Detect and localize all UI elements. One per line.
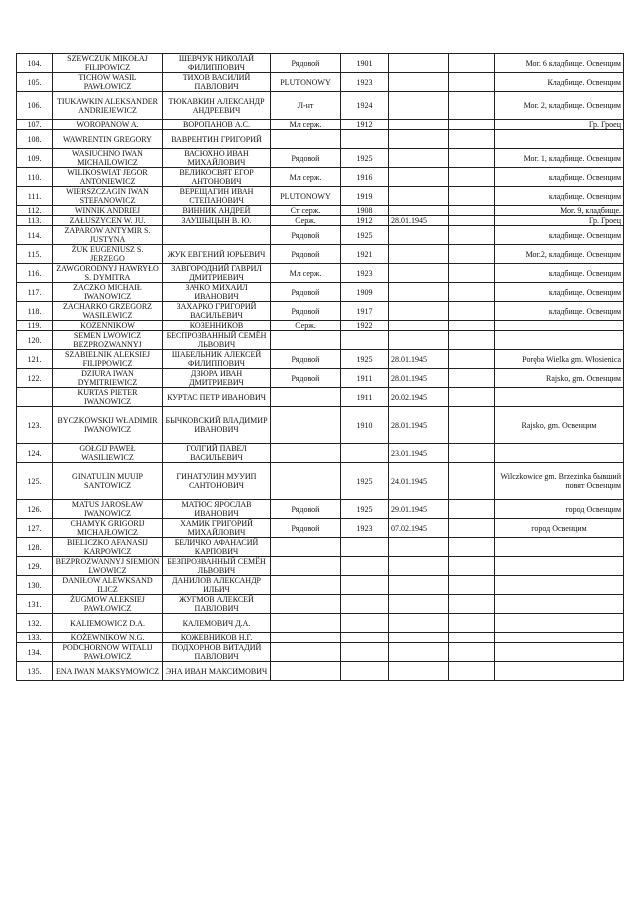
birth-year: 1922 bbox=[341, 321, 389, 331]
cyrillic-name: БЕСПРОЗВАННЫЙ СЕМЁН ЛЬВОВИЧ bbox=[163, 331, 271, 350]
latin-name: BYCZKOWSKIJ WŁADIMIR IWANOWICZ bbox=[53, 407, 163, 444]
birth-year bbox=[341, 444, 389, 463]
roster-body bbox=[17, 54, 624, 681]
table-row bbox=[17, 331, 624, 350]
latin-name: DZIURA IWAN DYMITRIEWICZ bbox=[53, 369, 163, 388]
death-date bbox=[389, 662, 449, 681]
rank: PLUTONOWY bbox=[271, 187, 341, 206]
table-row bbox=[17, 595, 624, 614]
death-date bbox=[389, 614, 449, 633]
rank bbox=[271, 662, 341, 681]
empty-cell bbox=[449, 444, 495, 463]
table-row bbox=[17, 350, 624, 369]
cyrillic-name: ЗАХАРКО ГРИГОРИЙ ВАСИЛЬЕВИЧ bbox=[163, 302, 271, 321]
birth-year: 1923 bbox=[341, 519, 389, 538]
cyrillic-name: ВОРОПАНОВ А.С. bbox=[163, 120, 271, 130]
empty-cell bbox=[449, 662, 495, 681]
death-date bbox=[389, 92, 449, 120]
birth-year: 1925 bbox=[341, 463, 389, 500]
cyrillic-name: ЗАЧКО МИХАИЛ ИВАНОВИЧ bbox=[163, 283, 271, 302]
latin-name: ŻUK EUGENIUSZ S. JERZEGO bbox=[53, 245, 163, 264]
latin-name: TIUKAWKIN ALEKSANDER ANDRIEJEWICZ bbox=[53, 92, 163, 120]
birth-year: 1912 bbox=[341, 120, 389, 130]
burial-place: город Освенцим bbox=[495, 519, 624, 538]
latin-name: GOŁGIJ PAWEŁ WASILIEWICZ bbox=[53, 444, 163, 463]
cyrillic-name: ДАНИЛОВ АЛЕКСАНДР ИЛЬИЧ bbox=[163, 576, 271, 595]
burial-place: город Освенцим bbox=[495, 500, 624, 519]
table-row bbox=[17, 120, 624, 130]
birth-year bbox=[341, 633, 389, 643]
cyrillic-name: ЗАВГОРОДНИЙ ГАВРИЛ ДМИТРИЕВИЧ bbox=[163, 264, 271, 283]
burial-place bbox=[495, 595, 624, 614]
burial-place: кладбище. Освенцим bbox=[495, 226, 624, 245]
burial-place: Wilczkowice gm. Brzezinka бывший повят Освенцим bbox=[495, 463, 624, 500]
empty-cell bbox=[449, 226, 495, 245]
empty-cell bbox=[449, 331, 495, 350]
death-date bbox=[389, 331, 449, 350]
cyrillic-name: ТЮКАВКИН АЛЕКСАНДР АНДРЕЕВИЧ bbox=[163, 92, 271, 120]
cyrillic-name: ПОДХОРНОВ ВИТАДИЙ ПАВЛОВИЧ bbox=[163, 643, 271, 662]
rank: Серж. bbox=[271, 321, 341, 331]
cyrillic-name: ВАСЮХНО ИВАН МИХАЙЛОВИЧ bbox=[163, 149, 271, 168]
birth-year: 1925 bbox=[341, 149, 389, 168]
death-date bbox=[389, 245, 449, 264]
latin-name: ŻUGMOW ALEKSIEJ PAWŁOWICZ bbox=[53, 595, 163, 614]
birth-year: 1912 bbox=[341, 216, 389, 226]
rank bbox=[271, 633, 341, 643]
cyrillic-name: ВИННИК АНДРЕЙ bbox=[163, 206, 271, 216]
birth-year: 1910 bbox=[341, 407, 389, 444]
table-row bbox=[17, 283, 624, 302]
row-number bbox=[17, 388, 53, 407]
row-number: 114. bbox=[17, 226, 53, 245]
latin-name: ZACZKO MICHAIŁ IWANOWICZ bbox=[53, 283, 163, 302]
table-row bbox=[17, 463, 624, 500]
death-date: 20.02.1945 bbox=[389, 388, 449, 407]
row-number: 106. bbox=[17, 92, 53, 120]
cyrillic-name: КАЛЕМОВИЧ Д.А. bbox=[163, 614, 271, 633]
table-row bbox=[17, 73, 624, 92]
cyrillic-name: БЕЛИЧКО АФАНАСИЙ КАРПОВИЧ bbox=[163, 538, 271, 557]
rank bbox=[271, 576, 341, 595]
empty-cell bbox=[449, 120, 495, 130]
latin-name: SEMEN LWOWICZ BEZPROZWANNYJ bbox=[53, 331, 163, 350]
row-number: 125. bbox=[17, 463, 53, 500]
row-number: 108. bbox=[17, 130, 53, 149]
cyrillic-name: КУРТАС ПЕТР ИВАНОВИЧ bbox=[163, 388, 271, 407]
table-row bbox=[17, 519, 624, 538]
latin-name: SZEWCZUK MIKOŁAJ FILIPOWICZ bbox=[53, 54, 163, 73]
latin-name: BIELICZKO AFANASIJ KARPOWICZ bbox=[53, 538, 163, 557]
cyrillic-name: КОЖЕВНИКОВ Н.Г. bbox=[163, 633, 271, 643]
row-number: 127. bbox=[17, 519, 53, 538]
rank: Л-нт bbox=[271, 92, 341, 120]
birth-year: 1916 bbox=[341, 168, 389, 187]
rank: Рядовой bbox=[271, 283, 341, 302]
latin-name: WINNIK ANDRIEJ bbox=[53, 206, 163, 216]
death-date: 24.01.1945 bbox=[389, 463, 449, 500]
table-row bbox=[17, 245, 624, 264]
rank bbox=[271, 557, 341, 576]
burial-place: Гр. Гроец bbox=[495, 120, 624, 130]
latin-name: ZAPAROW ANTYMIR S. JUSTYNA bbox=[53, 226, 163, 245]
birth-year: 1924 bbox=[341, 92, 389, 120]
empty-cell bbox=[449, 463, 495, 500]
death-date bbox=[389, 130, 449, 149]
row-number: 112. bbox=[17, 206, 53, 216]
latin-name: WOROPANOW A. bbox=[53, 120, 163, 130]
rank bbox=[271, 331, 341, 350]
rank: Серж. bbox=[271, 216, 341, 226]
burial-place bbox=[495, 557, 624, 576]
birth-year bbox=[341, 538, 389, 557]
death-date bbox=[389, 538, 449, 557]
table-row bbox=[17, 168, 624, 187]
cyrillic-name: ХАМИК ГРИГОРИЙ МИХАЙЛОВИЧ bbox=[163, 519, 271, 538]
latin-name: WIERSZCZAGIN IWAN STEFANOWICZ bbox=[53, 187, 163, 206]
rank: Рядовой bbox=[271, 350, 341, 369]
empty-cell bbox=[449, 614, 495, 633]
rank bbox=[271, 388, 341, 407]
latin-name: ZAWGORODNYJ HAWRYŁO S. DYMITRA bbox=[53, 264, 163, 283]
cyrillic-name: ГИНАТУЛИН МУУИП САНТОНОВИЧ bbox=[163, 463, 271, 500]
latin-name: DANIŁOW ALEWKSAND ILICZ bbox=[53, 576, 163, 595]
rank: Мл серж. bbox=[271, 264, 341, 283]
death-date: 28.01.1945 bbox=[389, 369, 449, 388]
empty-cell bbox=[449, 302, 495, 321]
cyrillic-name: БЕЗПРОЗВАННЫЙ СЕМЁН ЛЬВОВИЧ bbox=[163, 557, 271, 576]
burial-place: Мог. 2, кладбище. Освенцим bbox=[495, 92, 624, 120]
rank bbox=[271, 595, 341, 614]
latin-name: WILIKOSWIAT JEGOR ANTONIEWICZ bbox=[53, 168, 163, 187]
table-row bbox=[17, 388, 624, 407]
empty-cell bbox=[449, 73, 495, 92]
latin-name: ZACHARKO GRZEGORZ WASILEWICZ bbox=[53, 302, 163, 321]
row-number: 118. bbox=[17, 302, 53, 321]
table-row bbox=[17, 54, 624, 73]
latin-name: GINATULIN MUUIP SANTOWICZ bbox=[53, 463, 163, 500]
death-date bbox=[389, 302, 449, 321]
birth-year bbox=[341, 130, 389, 149]
rank: Рядовой bbox=[271, 500, 341, 519]
row-number: 117. bbox=[17, 283, 53, 302]
empty-cell bbox=[449, 168, 495, 187]
cyrillic-name: ШАБЕЛЬНИК АЛЕКСЕЙ ФИЛИППОВИЧ bbox=[163, 350, 271, 369]
empty-cell bbox=[449, 633, 495, 643]
rank: Рядовой bbox=[271, 226, 341, 245]
cyrillic-name: ВАВРЕНТИН ГРИГОРИЙ bbox=[163, 130, 271, 149]
row-number: 123. bbox=[17, 407, 53, 444]
cyrillic-name: ШЕВЧУК НИКОЛАЙ ФИЛИППОВИЧ bbox=[163, 54, 271, 73]
birth-year: 1923 bbox=[341, 73, 389, 92]
latin-name: SZABIELNIK ALEKSIEJ FILIPPOWICZ bbox=[53, 350, 163, 369]
table-row bbox=[17, 614, 624, 633]
rank: Рядовой bbox=[271, 302, 341, 321]
latin-name: WAWRENTIN GREGORY bbox=[53, 130, 163, 149]
row-number: 129. bbox=[17, 557, 53, 576]
rank bbox=[271, 614, 341, 633]
latin-name: ENA IWAN MAKSYMOWICZ bbox=[53, 662, 163, 681]
death-date bbox=[389, 168, 449, 187]
empty-cell bbox=[449, 321, 495, 331]
death-date: 28.01.1945 bbox=[389, 407, 449, 444]
row-number: 120. bbox=[17, 331, 53, 350]
table-row bbox=[17, 633, 624, 643]
cyrillic-name: ЗАУШЫЦЫН В. Ю. bbox=[163, 216, 271, 226]
death-date: 23.01.1945 bbox=[389, 444, 449, 463]
cyrillic-name: ГОЛГИЙ ПАВЕЛ ВАСИЛЬЕВИЧ bbox=[163, 444, 271, 463]
death-date bbox=[389, 283, 449, 302]
row-number: 116. bbox=[17, 264, 53, 283]
burial-place: Кладбище. Освенцим bbox=[495, 73, 624, 92]
birth-year bbox=[341, 557, 389, 576]
row-number: 124. bbox=[17, 444, 53, 463]
empty-cell bbox=[449, 54, 495, 73]
death-date bbox=[389, 54, 449, 73]
burial-place bbox=[495, 444, 624, 463]
row-number: 113. bbox=[17, 216, 53, 226]
cyrillic-name bbox=[163, 226, 271, 245]
death-date bbox=[389, 633, 449, 643]
burial-place: Мог. 1, кладбище. Освенцим bbox=[495, 149, 624, 168]
row-number: 135. bbox=[17, 662, 53, 681]
empty-cell bbox=[449, 264, 495, 283]
row-number: 133. bbox=[17, 633, 53, 643]
birth-year bbox=[341, 576, 389, 595]
empty-cell bbox=[449, 245, 495, 264]
death-date: 28.01.1945 bbox=[389, 350, 449, 369]
rank bbox=[271, 407, 341, 444]
death-date bbox=[389, 120, 449, 130]
burial-place bbox=[495, 331, 624, 350]
birth-year bbox=[341, 643, 389, 662]
burial-place: Rajsko, gm. Освенцим bbox=[495, 369, 624, 388]
empty-cell bbox=[449, 187, 495, 206]
row-number: 131. bbox=[17, 595, 53, 614]
empty-cell bbox=[449, 500, 495, 519]
empty-cell bbox=[449, 643, 495, 662]
rank: Рядовой bbox=[271, 245, 341, 264]
row-number: 110. bbox=[17, 168, 53, 187]
rank: Рядовой bbox=[271, 149, 341, 168]
burial-place bbox=[495, 576, 624, 595]
birth-year: 1925 bbox=[341, 350, 389, 369]
birth-year: 1909 bbox=[341, 283, 389, 302]
burial-place bbox=[495, 643, 624, 662]
death-date bbox=[389, 643, 449, 662]
cyrillic-name: БЫЧКОВСКИЙ ВЛАДИМИР ИВАНОВИЧ bbox=[163, 407, 271, 444]
table-row bbox=[17, 369, 624, 388]
empty-cell bbox=[449, 283, 495, 302]
burial-place: кладбище. Освенцим bbox=[495, 168, 624, 187]
birth-year: 1925 bbox=[341, 226, 389, 245]
table-row bbox=[17, 444, 624, 463]
birth-year bbox=[341, 595, 389, 614]
death-date: 28.01.1945 bbox=[389, 216, 449, 226]
burial-place: кладбище. Освенцим bbox=[495, 283, 624, 302]
empty-cell bbox=[449, 216, 495, 226]
birth-year: 1921 bbox=[341, 245, 389, 264]
death-date bbox=[389, 149, 449, 168]
burial-place bbox=[495, 614, 624, 633]
rank bbox=[271, 463, 341, 500]
row-number: 132. bbox=[17, 614, 53, 633]
latin-name: KALIEMOWICZ D.A. bbox=[53, 614, 163, 633]
cyrillic-name: КОЗЕННИКОВ bbox=[163, 321, 271, 331]
table-row bbox=[17, 264, 624, 283]
latin-name: TICHOW WASIL PAWŁOWICZ bbox=[53, 73, 163, 92]
death-date bbox=[389, 321, 449, 331]
table-row bbox=[17, 321, 624, 331]
birth-year: 1911 bbox=[341, 369, 389, 388]
latin-name: CHAMYK GRIGORIJ MICHAJŁOWICZ bbox=[53, 519, 163, 538]
burial-place: Poręba Wielka gm. Włosienica bbox=[495, 350, 624, 369]
latin-name: PODCHORNOW WITALIJ PAWŁOWICZ bbox=[53, 643, 163, 662]
row-number: 111. bbox=[17, 187, 53, 206]
death-date bbox=[389, 595, 449, 614]
row-number: 130. bbox=[17, 576, 53, 595]
burial-place: Гр. Гроец bbox=[495, 216, 624, 226]
death-date bbox=[389, 187, 449, 206]
table-row bbox=[17, 643, 624, 662]
row-number: 104. bbox=[17, 54, 53, 73]
birth-year: 1917 bbox=[341, 302, 389, 321]
empty-cell bbox=[449, 369, 495, 388]
burial-place bbox=[495, 633, 624, 643]
table-row bbox=[17, 500, 624, 519]
latin-name: BEZPROZWANNYJ SIEMION LWOWICZ bbox=[53, 557, 163, 576]
death-date bbox=[389, 206, 449, 216]
latin-name: WASIUCHNO IWAN MICHAILOWICZ bbox=[53, 149, 163, 168]
table-row bbox=[17, 407, 624, 444]
table-row bbox=[17, 149, 624, 168]
rank: Мл серж. bbox=[271, 120, 341, 130]
burial-roster-table bbox=[16, 53, 624, 681]
cyrillic-name: МАТЮС ЯРОСЛАВ ИВАНОВИЧ bbox=[163, 500, 271, 519]
burial-place: Rajsko, gm. Освенцим bbox=[495, 407, 624, 444]
table-row bbox=[17, 92, 624, 120]
table-row bbox=[17, 130, 624, 149]
empty-cell bbox=[449, 149, 495, 168]
row-number: 128. bbox=[17, 538, 53, 557]
row-number: 134. bbox=[17, 643, 53, 662]
latin-name: KURTAS PIETER IWANOWICZ bbox=[53, 388, 163, 407]
empty-cell bbox=[449, 130, 495, 149]
row-number: 122. bbox=[17, 369, 53, 388]
latin-name: KOZENNIKOW bbox=[53, 321, 163, 331]
empty-cell bbox=[449, 350, 495, 369]
table-row bbox=[17, 187, 624, 206]
empty-cell bbox=[449, 595, 495, 614]
cyrillic-name: ТИХОВ ВАСИЛИЙ ПАВЛОВИЧ bbox=[163, 73, 271, 92]
death-date bbox=[389, 557, 449, 576]
empty-cell bbox=[449, 519, 495, 538]
row-number: 121. bbox=[17, 350, 53, 369]
table-row bbox=[17, 538, 624, 557]
death-date: 07.02.1945 bbox=[389, 519, 449, 538]
birth-year bbox=[341, 331, 389, 350]
empty-cell bbox=[449, 407, 495, 444]
cyrillic-name: ВЕРЕЩАГИН ИВАН СТЕПАНОВИЧ bbox=[163, 187, 271, 206]
rank: Ст серж. bbox=[271, 206, 341, 216]
row-number: 126. bbox=[17, 500, 53, 519]
table-row bbox=[17, 576, 624, 595]
row-number: 119. bbox=[17, 321, 53, 331]
rank bbox=[271, 444, 341, 463]
burial-place: Мог.2, кладбище. Освенцим bbox=[495, 245, 624, 264]
death-date bbox=[389, 226, 449, 245]
empty-cell bbox=[449, 557, 495, 576]
empty-cell bbox=[449, 388, 495, 407]
burial-place bbox=[495, 321, 624, 331]
burial-place: Мог. 9, кладбище. bbox=[495, 206, 624, 216]
rank bbox=[271, 130, 341, 149]
burial-place: Мог. 6 кладбище. Освенцим bbox=[495, 54, 624, 73]
latin-name: MATUS JAROSŁAW IWANOWICZ bbox=[53, 500, 163, 519]
burial-place bbox=[495, 538, 624, 557]
latin-name: ZAŁUSZYCEN W. JU. bbox=[53, 216, 163, 226]
rank bbox=[271, 643, 341, 662]
empty-cell bbox=[449, 576, 495, 595]
birth-year bbox=[341, 614, 389, 633]
table-row bbox=[17, 206, 624, 216]
burial-place bbox=[495, 130, 624, 149]
table-row bbox=[17, 216, 624, 226]
birth-year: 1911 bbox=[341, 388, 389, 407]
birth-year: 1923 bbox=[341, 264, 389, 283]
row-number: 109. bbox=[17, 149, 53, 168]
cyrillic-name: ВЕЛИКОСВЯТ ЕГОР АНТОНОВИЧ bbox=[163, 168, 271, 187]
burial-place bbox=[495, 662, 624, 681]
table-row bbox=[17, 662, 624, 681]
cyrillic-name: ЖУК ЕВГЕНИЙ ЮРЬЕВИЧ bbox=[163, 245, 271, 264]
rank bbox=[271, 538, 341, 557]
birth-year: 1901 bbox=[341, 54, 389, 73]
row-number: 107. bbox=[17, 120, 53, 130]
row-number: 105. bbox=[17, 73, 53, 92]
burial-place bbox=[495, 388, 624, 407]
rank: Мл серж. bbox=[271, 168, 341, 187]
rank: PLUTONOWY bbox=[271, 73, 341, 92]
burial-place: кладбище. Освенцим bbox=[495, 264, 624, 283]
birth-year: 1919 bbox=[341, 187, 389, 206]
empty-cell bbox=[449, 206, 495, 216]
burial-place: кладбище. Освенцим bbox=[495, 187, 624, 206]
death-date bbox=[389, 576, 449, 595]
empty-cell bbox=[449, 538, 495, 557]
empty-cell bbox=[449, 92, 495, 120]
death-date bbox=[389, 73, 449, 92]
death-date: 29.01.1945 bbox=[389, 500, 449, 519]
cyrillic-name: ЖУГМОВ АЛЕКСЕЙ ПАВЛОВИЧ bbox=[163, 595, 271, 614]
cyrillic-name: ЭНА ИВАН МАКСИМОВИЧ bbox=[163, 662, 271, 681]
table-row bbox=[17, 226, 624, 245]
birth-year: 1908 bbox=[341, 206, 389, 216]
table-row bbox=[17, 302, 624, 321]
burial-place: кладбище. Освенцим bbox=[495, 302, 624, 321]
row-number: 115. bbox=[17, 245, 53, 264]
birth-year: 1925 bbox=[341, 500, 389, 519]
rank: Рядовой bbox=[271, 369, 341, 388]
cyrillic-name: ДЗЮРА ИВАН ДМИТРИЕВИЧ bbox=[163, 369, 271, 388]
rank: Рядовой bbox=[271, 54, 341, 73]
table-row bbox=[17, 557, 624, 576]
rank: Рядовой bbox=[271, 519, 341, 538]
birth-year bbox=[341, 662, 389, 681]
death-date bbox=[389, 264, 449, 283]
latin-name: KOŻEWNIKOW N.G. bbox=[53, 633, 163, 643]
